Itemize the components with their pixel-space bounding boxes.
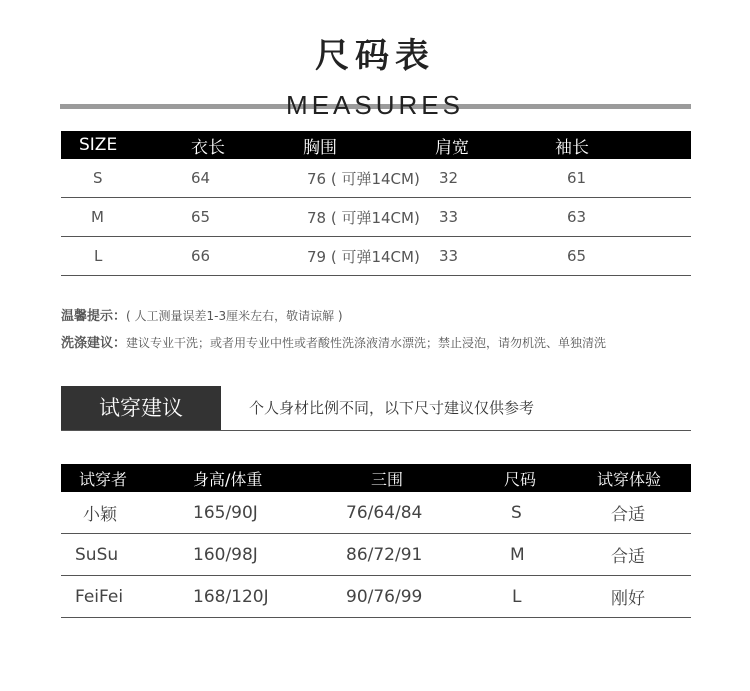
cell-fit-size: S	[496, 492, 591, 534]
cell-size: M	[61, 198, 191, 237]
cell-fit-size: M	[496, 534, 591, 576]
header-bust: 胸围	[303, 131, 435, 159]
cell-height-weight: 160/98J	[193, 534, 341, 576]
cell-height-weight: 165/90J	[193, 492, 341, 534]
cell-bust: 79 ( 可弹14CM)	[303, 237, 435, 276]
cell-sleeve: 61	[555, 159, 691, 198]
cell-experience: 合适	[591, 534, 691, 576]
fit-table	[61, 464, 691, 618]
try-on-note: 个人身材比例不同，以下尺寸建议仅供参考	[249, 399, 535, 417]
table-row	[61, 534, 691, 576]
cell-measurements: 76/64/84	[341, 492, 496, 534]
cell-length: 64	[191, 159, 303, 198]
header-size: SIZE	[61, 131, 191, 159]
table-row	[61, 159, 691, 198]
try-on-title: 试穿建议	[61, 386, 221, 430]
header-measurements: 三围	[341, 464, 496, 492]
cell-length: 65	[191, 198, 303, 237]
header-sleeve: 袖长	[555, 131, 691, 159]
warm-tip-label: 温馨提示：	[61, 309, 127, 324]
cell-measurements: 90/76/99	[341, 576, 496, 618]
cell-shoulder: 33	[435, 237, 555, 276]
cell-tester: 小颖	[61, 492, 193, 534]
cell-shoulder: 32	[435, 159, 555, 198]
cell-tester: FeiFei	[61, 576, 193, 618]
table-row	[61, 492, 691, 534]
cell-sleeve: 65	[555, 237, 691, 276]
cell-sleeve: 63	[555, 198, 691, 237]
cell-bust: 76 ( 可弹14CM)	[303, 159, 435, 198]
wash-tip-label: 洗涤建议：	[61, 336, 127, 351]
wash-tip-text: 建议专业干洗；或者用专业中性或者酸性洗涤液清水漂洗；禁止浸泡，请勿机洗、单独清洗	[126, 336, 607, 350]
warm-tip	[61, 305, 343, 324]
cell-experience: 刚好	[591, 576, 691, 618]
size-table-header	[61, 131, 691, 159]
cell-height-weight: 168/120J	[193, 576, 341, 618]
try-on-header	[61, 386, 691, 431]
table-row	[61, 198, 691, 237]
wash-tip	[61, 332, 606, 351]
header-tester: 试穿者	[61, 464, 193, 492]
page-title: 尺码表	[315, 36, 435, 76]
header-length: 衣长	[191, 131, 303, 159]
subtitle-text: MEASURES	[286, 90, 464, 120]
cell-fit-size: L	[496, 576, 591, 618]
cell-experience: 合适	[591, 492, 691, 534]
cell-bust: 78 ( 可弹14CM)	[303, 198, 435, 237]
subtitle	[0, 90, 750, 121]
cell-size: L	[61, 237, 191, 276]
header-height-weight: 身高/体重	[193, 464, 341, 492]
header-shoulder: 肩宽	[435, 131, 555, 159]
header-experience: 试穿体验	[591, 464, 691, 492]
table-row	[61, 576, 691, 618]
cell-size: S	[61, 159, 191, 198]
warm-tip-text: ( 人工测量误差1-3厘米左右，敬请谅解 )	[126, 309, 343, 323]
fit-table-header	[61, 464, 691, 492]
cell-length: 66	[191, 237, 303, 276]
header-fit-size: 尺码	[496, 464, 591, 492]
cell-measurements: 86/72/91	[341, 534, 496, 576]
cell-shoulder: 33	[435, 198, 555, 237]
table-row	[61, 237, 691, 276]
size-table	[61, 131, 691, 276]
cell-tester: SuSu	[61, 534, 193, 576]
